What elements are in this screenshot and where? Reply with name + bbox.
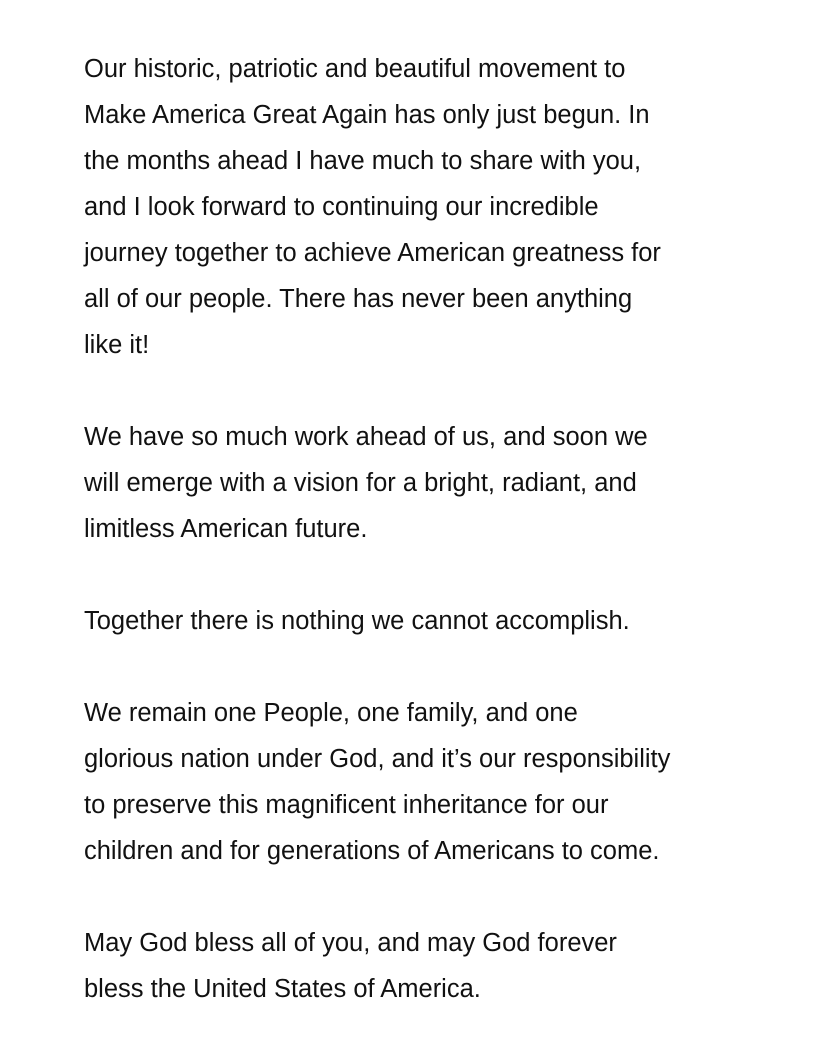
- paragraph-one-people: [84, 690, 764, 874]
- paragraph-line: May God bless all of you, and may God forever: [84, 929, 617, 957]
- paragraph-work-ahead: [84, 414, 764, 552]
- paragraph-movement: [84, 46, 764, 368]
- paragraph-line: glorious nation under God, and it’s our responsibility: [84, 745, 671, 773]
- paragraph-line: children and for generations of Americans to come.: [84, 837, 660, 865]
- paragraph-line: Our historic, patriotic and beautiful movement to: [84, 55, 626, 83]
- paragraph-line: Together there is nothing we cannot accomplish.: [84, 607, 630, 635]
- paragraph-together: [84, 598, 764, 644]
- paragraph-line: We have so much work ahead of us, and soon we: [84, 423, 648, 451]
- paragraph-blessing: [84, 920, 764, 1012]
- statement-document: [84, 46, 764, 1012]
- paragraph-line: journey together to achieve American greatness for: [84, 239, 661, 267]
- paragraph-line: We remain one People, one family, and one: [84, 699, 578, 727]
- paragraph-line: the months ahead I have much to share with you,: [84, 147, 642, 175]
- paragraph-line: all of our people. There has never been anything: [84, 285, 633, 313]
- paragraph-line: bless the United States of America.: [84, 975, 481, 1003]
- paragraph-line: will emerge with a vision for a bright, radiant, and: [84, 469, 637, 497]
- paragraph-line: limitless American future.: [84, 515, 368, 543]
- paragraph-line: to preserve this magnificent inheritance for our: [84, 791, 609, 819]
- paragraph-line: Make America Great Again has only just begun. In: [84, 101, 650, 129]
- paragraph-line: and I look forward to continuing our incredible: [84, 193, 599, 221]
- paragraph-line: like it!: [84, 331, 150, 359]
